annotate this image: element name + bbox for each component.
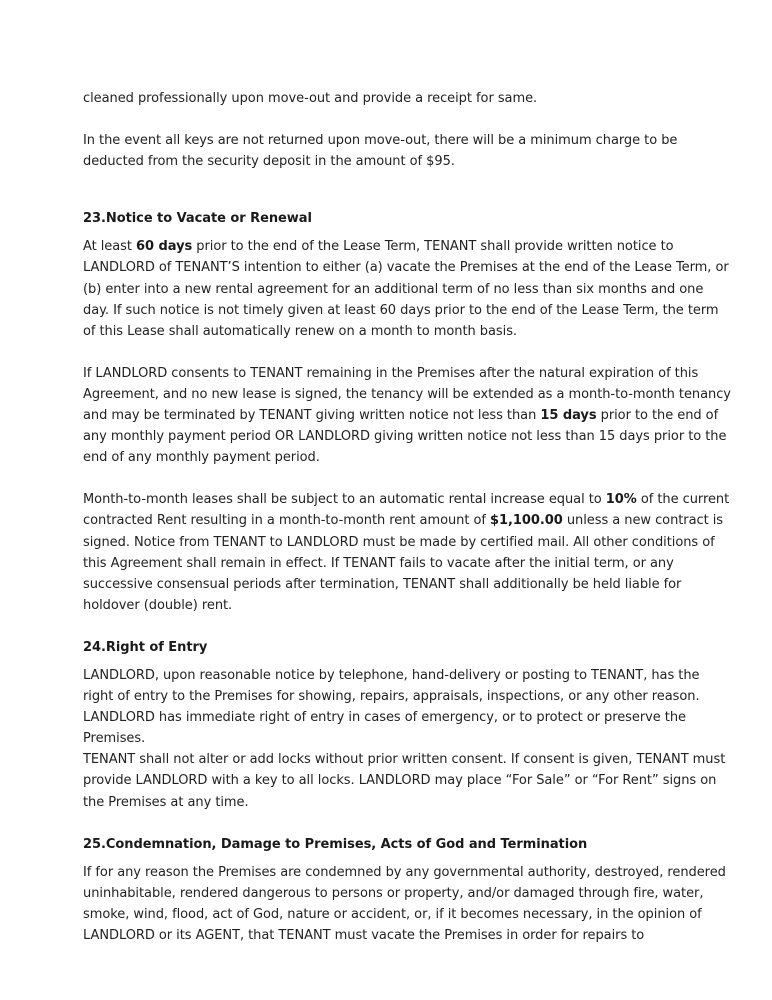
section-24-heading: 24.Right of Entry [83,639,208,655]
section-23-p3-text-a: Month-to-month leases shall be subject to an automatic rental increase equal to [83,492,606,508]
section-23-p3-bold-percent: 10% [605,492,637,508]
section-23-heading: 23.Notice to Vacate or Renewal [83,211,312,227]
section-23-p3-text-c: of the current contracted Rent resulting in a month-to-month rent amount of [83,492,730,529]
section-23-p2-bold-15-days: 15 days [540,408,597,424]
section-24-paragraph-1: LANDLORD, upon reasonable notice by telephone, hand-delivery or posting to TENANT, has the right of entry to the Premises for showing, repairs, appraisals, inspections, or any other reason. LANDLORD has immediate right of entry in cases of emergency, or to protect or preserve the Premises. [83,667,700,747]
section-23-p3-text-e: unless a new contract is signed. Notice from TENANT to LANDLORD must be made by certified mail. All other conditions of this Agreement shall remain in effect. If TENANT fails to vacate after the initial term, or any successive consensual periods after termination, TENANT shall additionally be held liable for holdover (double) rent. [83,513,724,613]
section-24-paragraph-2: TENANT shall not alter or add locks without prior written consent. If consent is given, TENANT must provide LANDLORD with a key to all locks. LANDLORD may place “For Sale” or “For Rent” signs on the Premises at any time. [83,752,726,810]
section-23-paragraph-3 [83,489,733,616]
section-23-paragraph-1 [83,236,733,341]
lease-document-page [83,88,733,946]
section-23-p3-bold-rent-amount: $1,100.00 [490,513,563,529]
keys-paragraph: In the event all keys are not returned upon move-out, there will be a minimum charge to be deducted from the security deposit in the amount of $95. [83,133,678,170]
section-23-p2-text-c: prior to the end of any monthly payment period OR LANDLORD giving written notice not less than 15 days prior to the end of any monthly payment period. [83,408,727,466]
section-25-heading: 25.Condemnation, Damage to Premises, Acts of God and Termination [83,836,588,852]
intro-line: cleaned professionally upon move-out and provide a receipt for same. [83,91,538,106]
section-25-paragraph-1: If for any reason the Premises are condemned by any governmental authority, destroyed, rendered uninhabitable, rendered dangerous to persons or property, and/or damaged through fire, water, smoke, wind, flood, act of God, nature or accident, or, if it becomes necessary, in the opinion of LANDLORD or its AGENT, that TENANT must vacate the Premises in order for repairs to [83,864,726,943]
section-23-p2-text-a: If LANDLORD consents to TENANT remaining in the Premises after the natural expiration of this Agreement, and no new lease is signed, the tenancy will be extended as a month-to-month tenancy and may be terminated by TENANT giving written notice not less than [83,365,731,424]
section-23-p1-bold-60-days: 60 days [136,239,193,255]
section-23-p1-text-c: prior to the end of the Lease Term, TENANT shall provide written notice to LANDLORD of TENANT’S intention to either (a) vacate the Premises at the end of the Lease Term, or (b) enter into a new rental agreement for an additional term of no less than six months and one day. If such notice is not timely given at least 60 days prior to the end of the Lease Term, the term of this Lease shall automatically renew on a month to month basis. [83,239,729,339]
section-23-p1-text-a: At least [83,239,137,255]
section-23-paragraph-2 [83,363,733,468]
